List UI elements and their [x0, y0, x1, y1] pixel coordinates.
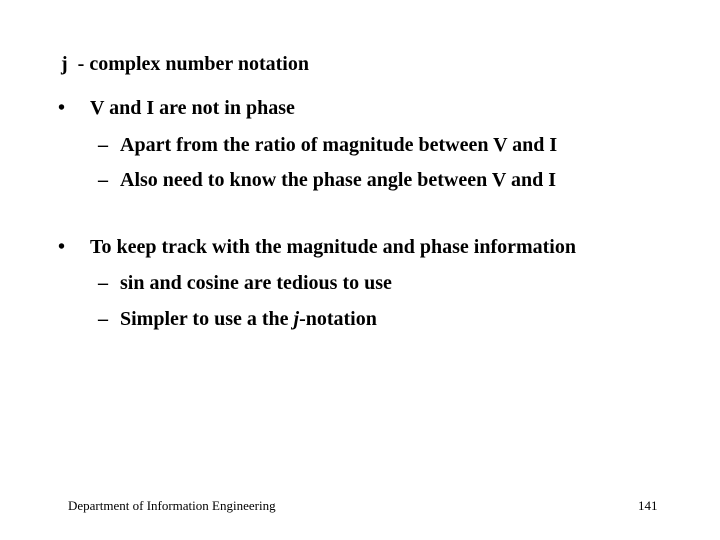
sub-bullet-text: sin and cosine are tedious to use	[120, 272, 392, 294]
bullet-marker: •	[58, 236, 66, 258]
bullet-text: To keep track with the magnitude and phase information	[90, 236, 576, 258]
sub-bullet-marker: –	[98, 134, 108, 156]
sub-bullet-marker: –	[98, 308, 108, 330]
bullet-text: V and I are not in phase	[90, 97, 295, 119]
sub-bullet-text-after: -notation	[299, 308, 377, 330]
footer-department: Department of Information Engineering	[68, 498, 276, 513]
bullet-marker: •	[58, 97, 66, 119]
sub-bullet-text	[120, 306, 377, 332]
slide-title: j - complex number notation	[61, 53, 309, 75]
sub-bullet-text: Apart from the ratio of magnitude between V and I	[120, 134, 558, 156]
sub-bullet-marker: –	[98, 169, 108, 191]
page-number: 141	[638, 498, 658, 513]
sub-bullet-marker: –	[98, 272, 108, 294]
sub-bullet-text: Also need to know the phase angle between V and I	[120, 169, 556, 191]
j-italic: j	[293, 308, 300, 330]
sub-bullet-text-before: Simpler to use a the	[120, 308, 294, 330]
